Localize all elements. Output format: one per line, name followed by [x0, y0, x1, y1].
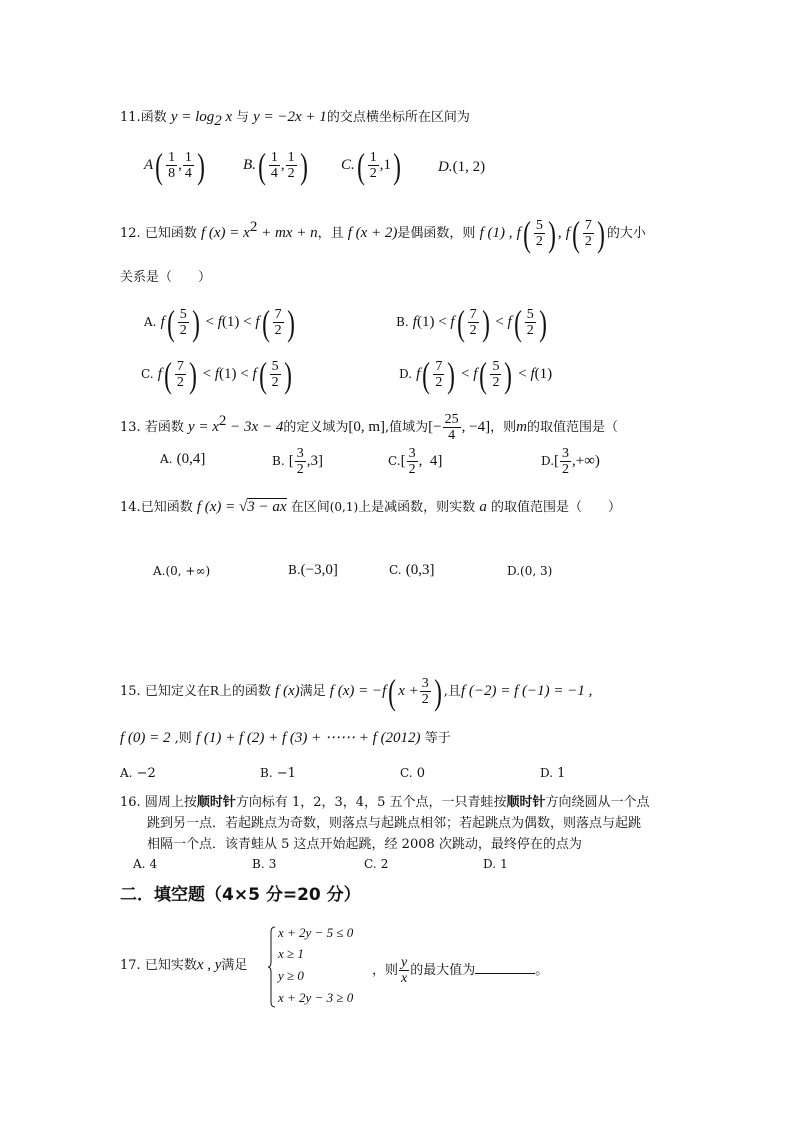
- q12-option-d[interactable]: D. f( $\frac{7}{2}$ ) < f( $\frac{5}{2}$ ) < f(1): [399, 354, 553, 395]
- q11-option-a[interactable]: A( $\frac{1}{8}$ , $\frac{1}{4}$ ): [144, 145, 205, 186]
- question-14-stem: 14.已知函数 f (x) = √3 − ax 在区间(0,1)上是减函数，则实数 a 的取值范围是（ ）: [120, 499, 621, 515]
- q11-option-d[interactable]: D.(1, 2): [438, 159, 486, 175]
- question-12-line2: 关系是（ ）: [120, 270, 212, 285]
- q14-option-c[interactable]: C. (0,3]: [389, 562, 435, 578]
- answer-blank[interactable]: [475, 959, 535, 974]
- section-title: 二．填空题（4×5 分=20 分）: [120, 885, 361, 905]
- q13-option-b[interactable]: B. [ $\frac{3}{2}$ ,3]: [272, 446, 324, 477]
- q11-option-c[interactable]: C.( $\frac{1}{2}$ ,1): [341, 145, 401, 186]
- q16-option-b[interactable]: B. 3: [252, 857, 277, 871]
- constraint-1: x + 2y − 5 ≤ 0: [278, 925, 354, 940]
- q16-option-c[interactable]: C. 2: [364, 857, 389, 871]
- q13-option-a[interactable]: A. (0,4]: [160, 451, 206, 467]
- constraint-4: x + 2y − 3 ≥ 0: [278, 990, 354, 1005]
- question-number: 11.: [120, 110, 141, 125]
- question-17-stem-b: ，则 $\frac{y}{x}$ 的最大值为 。: [372, 955, 549, 986]
- question-16-line2: 跳到另一点．若起跳点为奇数，则落点与起跳点相邻；若起跳点为偶数，则落点与起跳: [147, 816, 642, 831]
- q16-option-a[interactable]: A. 4: [133, 857, 158, 871]
- q12-option-b[interactable]: B. f(1) < f( $\frac{7}{2}$ ) < f( $\frac{5}{2}$ ): [396, 302, 547, 343]
- q16-option-d[interactable]: D. 1: [483, 857, 508, 871]
- q14-option-a[interactable]: A.(0, +∞): [153, 564, 211, 578]
- question-16-line3: 相隔一个点．该青蛙从 5 这点开始起跳，经 2008 次跳动，最终停在的点为: [147, 837, 582, 852]
- left-brace-icon: [268, 926, 276, 1008]
- q15-option-a[interactable]: A. −2: [120, 766, 156, 781]
- q13-option-c[interactable]: C.[ $\frac{3}{2}$ , 4]: [388, 446, 443, 477]
- question-16-line1: 16. 圆周上按顺时针方向标有 1，2，3，4，5 五个点，一只青蛙按顺时针方向绕圆从一个点: [120, 795, 650, 810]
- question-15-line2: f (0) = 2 ,则 f (1) + f (2) + f (3) + ⋯⋯ + f (2012) 等于: [120, 730, 451, 746]
- q12-option-a[interactable]: A. f( $\frac{5}{2}$ ) < f(1) < f( $\frac{7}{2}$ ): [144, 302, 295, 343]
- constraint-3: y ≥ 0: [278, 968, 304, 983]
- question-12-stem: 12. 已知函数 f $(x) = x^2$ + mx + n，且 f (x + 2)是偶函数，则 f (1) , f( $\frac{5}{2}$ ) , f( $\frac{7}{2}$ ) 的大小: [120, 213, 646, 254]
- q14-option-b[interactable]: B.(−3,0]: [288, 562, 338, 578]
- constraint-2: x ≥ 1: [278, 946, 304, 961]
- q12-option-c[interactable]: C. f( $\frac{7}{2}$ ) < f(1) < f( $\frac{5}{2}$ ): [141, 354, 292, 395]
- constraint-system: [268, 926, 368, 1008]
- question-13-stem: 13. 若函数 $y = x^2 - 3x - 4$的定义域为[0, m],值域为[− $\frac{25}{4}$ , −4]，则m的取值范围是（: [120, 412, 618, 443]
- q11-option-b[interactable]: B.( $\frac{1}{4}$ , $\frac{1}{2}$ ): [243, 145, 308, 186]
- question-17-stem-a: 17. 已知实数x , y满足: [120, 957, 248, 973]
- question-15-stem: 15. 已知定义在R上的函数 f (x)满足 f (x) = −f( x + $\frac{3}{2}$ ) ,且f (−2) = f (−1) = −1 ,: [120, 671, 593, 712]
- q15-option-b[interactable]: B. −1: [260, 766, 296, 781]
- q13-option-d[interactable]: D.[ $\frac{3}{2}$ ,+∞): [541, 446, 600, 477]
- question-11-stem: 11.函数 $y = \log_2 x$ 与 y = −2x + 1的交点横坐标所在区间为: [120, 109, 470, 129]
- q14-option-d[interactable]: D.(0, 3): [507, 564, 553, 578]
- q15-option-c[interactable]: C. 0: [400, 766, 425, 781]
- q15-option-d[interactable]: D. 1: [540, 766, 566, 781]
